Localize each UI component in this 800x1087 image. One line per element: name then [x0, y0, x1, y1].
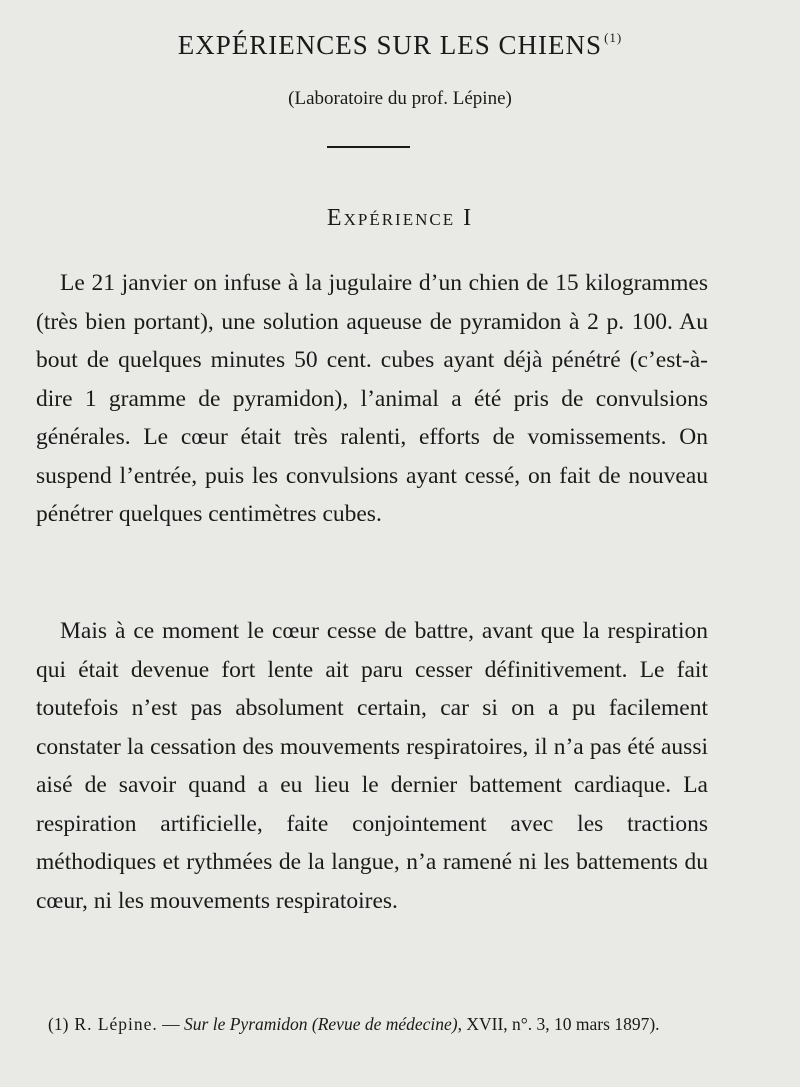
page-title	[0, 30, 800, 61]
body-paragraph-1: Le 21 janvier on infuse à la jugulaire d’un chien de 15 kilogrammes (très bien portant), une solution aqueuse de pyramidon à 2 p. 100. Au bout de quelques minutes 50 cent. cubes ayant déjà pénétré (c’est-à-dire 1 gramme de pyramidon), l’animal a été pris de convulsions générales. Le cœur était très ralenti, efforts de vomissements. On suspend l’entrée, puis les convulsions ayant cessé, on fait de nouveau pénétrer quelques centimètres cubes.	[36, 270, 708, 527]
footnote-title: Sur le Pyramidon	[184, 1014, 308, 1034]
footnote-dash: —	[162, 1014, 180, 1034]
body-paragraph-2: Mais à ce moment le cœur cesse de battre, avant que la respiration qui était devenue fort lente ait paru cesser définitivement. Le fait toutefois n’est pas absolument certain, car si on a pu facilement constater la cessation des mouvements respiratoires, il n’a pas été aussi aisé de savoir quand a eu lieu le dernier battement cardiaque. La respiration artificielle, faite conjointement avec les tractions méthodiques et rythmées de la langue, n’a ramené ni les battements du cœur, ni les mouvements respiratoires.	[36, 618, 708, 914]
page-title-text: EXPÉRIENCES SUR LES CHIENS	[177, 30, 603, 60]
body-paragraph-2-block	[36, 612, 708, 920]
footnote-reference: , XVII, n°. 3, 10 mars 1897).	[457, 1014, 660, 1034]
footnote-marker: (1)	[48, 1014, 69, 1034]
title-divider	[327, 146, 410, 148]
footnote-journal: (Revue de médecine)	[311, 1014, 458, 1034]
page-subtitle: (Laboratoire du prof. Lépine)	[288, 88, 512, 109]
section-heading: Expérience I	[326, 205, 474, 231]
body-paragraph-1-block	[36, 264, 708, 534]
footnote-author: R. Lépine.	[74, 1014, 158, 1034]
footnote	[36, 1012, 708, 1036]
title-footnote-marker: (1)	[604, 30, 623, 45]
footnote-text	[36, 1012, 708, 1036]
